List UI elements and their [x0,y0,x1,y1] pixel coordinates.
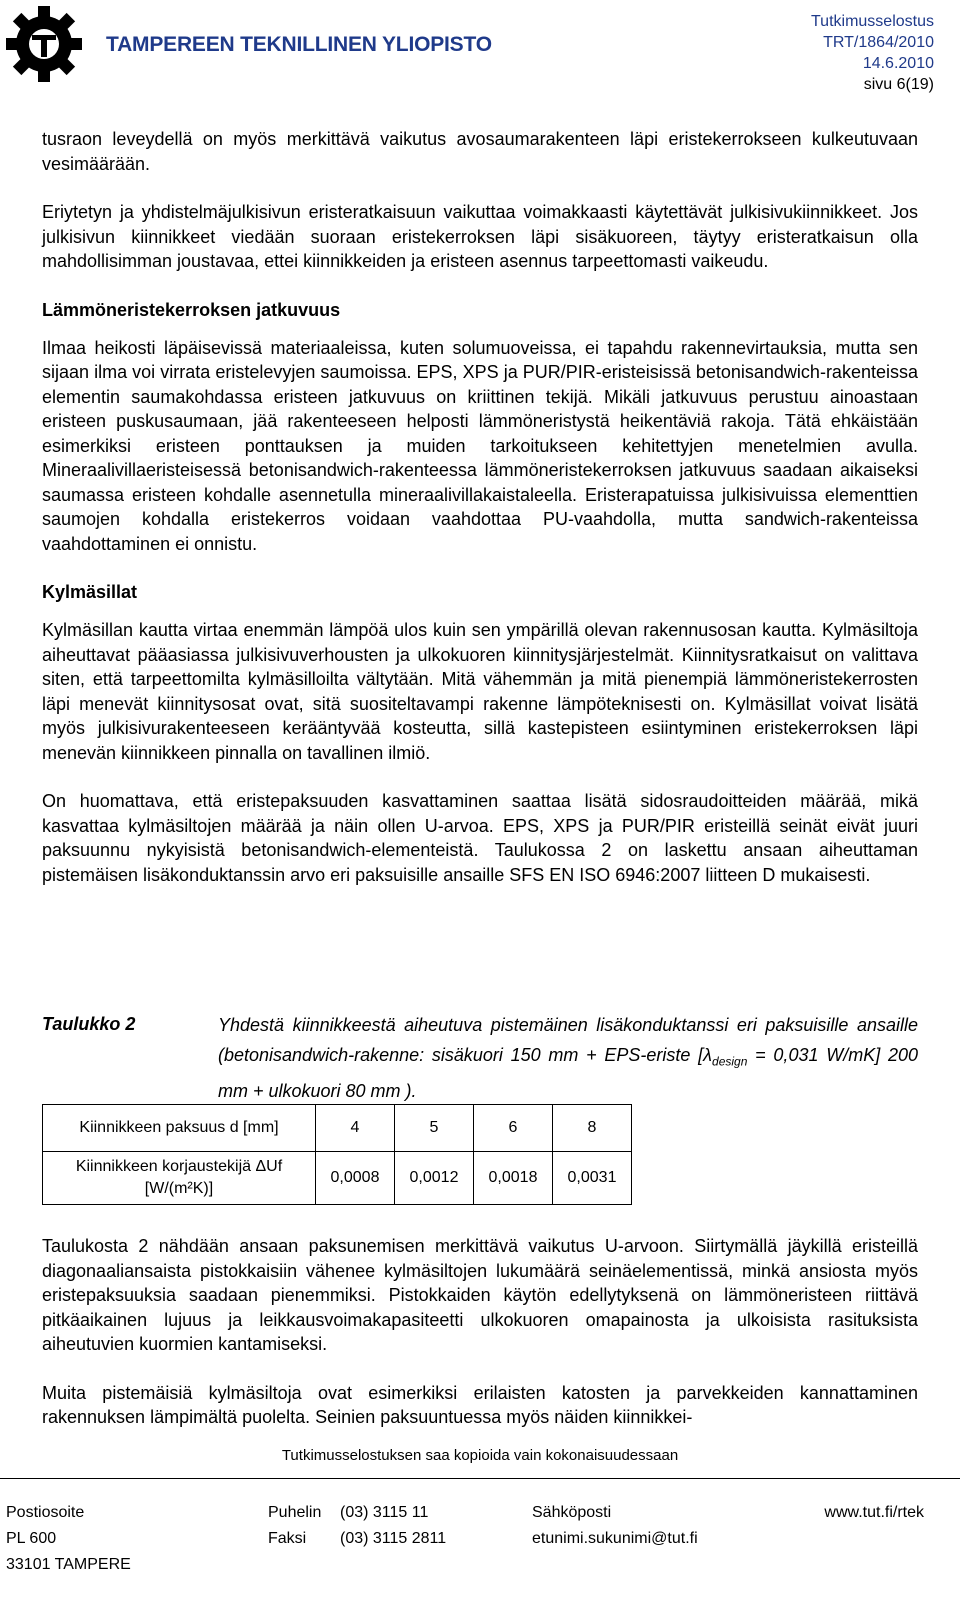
footer-copy-notice: Tutkimusselostuksen saa kopioida vain kokonaisuudessaan [281,1447,679,1464]
footer-email: Sähköposti etunimi.sukunimi@tut.fi [532,1504,698,1547]
table-row [43,1105,632,1152]
table-cell: 5 [395,1105,474,1152]
report-number: TRT/1864/2010 [823,34,934,51]
table-caption-label: Taulukko 2 [42,1014,136,1034]
table-row-label: Kiinnikkeen korjaustekijä ΔUf [W/(m²K)] [43,1152,316,1205]
table-cell: 0,0008 [316,1152,395,1205]
paragraph: On huomattava, että eristepaksuuden kasvattaminen saattaa lisätä sidosraudoitteiden määrää, mikä kasvattaa kylmäsiltojen määrää ja näin ollen U-arvoa. EPS, XPS ja PUR/PIR eristeillä seinät eivät juuri paksuunnu nykyisistä betonisandwich-elementeistä. Taulukossa 2 on laskettu ansaan aiheuttaman pistemäisen lisäkonduktanssin arvo eri paksuisille ansaille SFS EN ISO 6946:2007 liitteen D mukaisesti. [42,791,918,885]
table-cell: 0,0018 [474,1152,553,1205]
table-row [43,1152,632,1205]
table-caption-text: Yhdestä kiinnikkeestä aiheutuva pistemäinen lisäkonduktanssi eri paksuisille ansaille (betonisandwich-rakenne: sisäkuori 150 mm + EPS-eriste [$\lambda_{design} = 0,031$ W/mK] 200 mm + ulkokuori 80 mm ). [218,1015,918,1101]
section-heading-thermal-bridges: Kylmäsillat [42,582,138,602]
paragraph: tusraon leveydellä on myös merkittävä vaikutus avosaumarakenteen läpi eristekerrokseen kulkeutuvaan vesimäärään. [42,129,918,174]
footer-phone-fax: Puhelin (03) 3115 11 Faksi (03) 3115 2811 [268,1504,447,1547]
table-row-label: Kiinnikkeen paksuus d [mm] [43,1105,316,1152]
body-section-bottom [42,1234,918,1430]
page-number: sivu 6(19) [863,76,934,93]
paragraph: Ilmaa heikosti läpäisevissä materiaaleissa, kuten solumuoveissa, ei tapahdu rakennevirtauksia, mutta sen sijaan ilma voi virrata eristelevyjen saumoissa. EPS, XPS ja PUR/PIR-eristeisissä betonisandwich-rakenteissa elementin saumakohdassa eristeen jatkuvuus on kriittinen tekijä. Mikäli jatkuvuus perustuu ainoastaan eristeen puskusaumaan, jää rakenteeseen helposti lämmöneristystä heikentäviä rakoja. Tätä ehkäistään esimerkiksi eristeen ponttauksen ja muiden tarkoitukseen kehitettyjen menetelmien avulla. Mineraalivillaeristeisessä betonisandwich-rakenteessa lämmöneristekerroksen jatkuvuus saadaan aikaiseksi saumassa eristeen kohdalle asennetulla mineraalivillakaistaleella. Eristerapatuissa julkisivuissa elementtien saumojen kohdalla eristekerros voidaan vaahdottaa PU-vaahdolla, mutta sandwich-rakenteissa vaahdottaminen ei onnistu. [42,337,918,554]
tut-gear-logo-icon [2,2,86,86]
university-name: TAMPEREEN TEKNILLINEN YLIOPISTO [106,33,492,56]
table-cell: 0,0012 [395,1152,474,1205]
paragraph: Kylmäsillan kautta virtaa enemmän lämpöä ulos kuin sen ympärillä olevan rakennusosan kautta. Kylmäsiltoja aiheuttavat pääasiassa julkisivuverhousten ja ulkokuoren kiinnitysjärjestelmät. Kiinnitysratkaisut on valittava siten, että tarpeettomilta kylmäsilloilta vältytään. Mitä vähemmän ja mitä pienempiä lämmöneristekerrosten läpi menevät kiinnitysosat ovat, sitä suositeltavampi rakenne lämpöteknisesti on. Kylmäsillat voivat lisätä myös julkisivurakenteeseen kerääntyvää kosteutta, sillä kastepisteen esiintyminen eristekerroksen läpi menevän kiinnikkeen pinnalla on tavallinen ilmiö. [42,620,918,763]
report-header-info [811,11,934,95]
paragraph: Muita pistemäisiä kylmäsiltoja ovat esimerkiksi erilaisten katosten ja parvekkeiden kannattaminen rakennuksen lämpimältä puolelta. Seinien paksuuntuessa myös näiden kiinnikkei- [42,1382,918,1427]
table-cell: 4 [316,1105,395,1152]
table-cell: 6 [474,1105,553,1152]
footer-website: www.tut.fi/rtek [824,1504,924,1521]
body-section-top [42,127,918,887]
section-heading-insulation-continuity: Lämmöneristekerroksen jatkuvuus [42,299,341,320]
footer-divider [0,1478,960,1479]
table-cell: 8 [553,1105,632,1152]
paragraph: Eriytetyn ja yhdistelmäjulkisivun eristeratkaisuun vaikuttaa voimakkaasti käytettävät julkisivukiinnikkeet. Jos julkisivun kiinnikkeet viedään suoraan eristekerroksen läpi sisäkuoreen, täytyy eristeratkaisun olla mahdollisimman joustavaa, ettei kiinnikkeiden ja eristeen asennus tarpeettomasti vaikeudu. [42,202,918,271]
report-date: 14.6.2010 [862,55,934,72]
report-type: Tutkimusselostus [811,13,934,30]
table-cell: 0,0031 [553,1152,632,1205]
paragraph: Taulukosta 2 nähdään ansaan paksunemisen merkittävä vaikutus U-arvoon. Siirtymällä jäykillä eristeillä diagonaaliansaista pistokkaisiin vähenee kylmäsiltojen lukumäärä seinäelementissä, minkä ansiosta myös eristepaksuuksia saadaan pienemmiksi. Pistokkaiden käytön edellytyksenä on lämmöneristeen riittävä pitkäaikainen lujuus ja leikkausvoimakapasiteetti ulkokuoren omapainosta ja ulkoisista rasituksista aiheutuvien kuormien kantamiseksi. [42,1236,918,1354]
footer-postal-address: Postiosoite PL 600 33101 TAMPERE [6,1504,131,1573]
fastener-conductance-table [42,1104,632,1205]
